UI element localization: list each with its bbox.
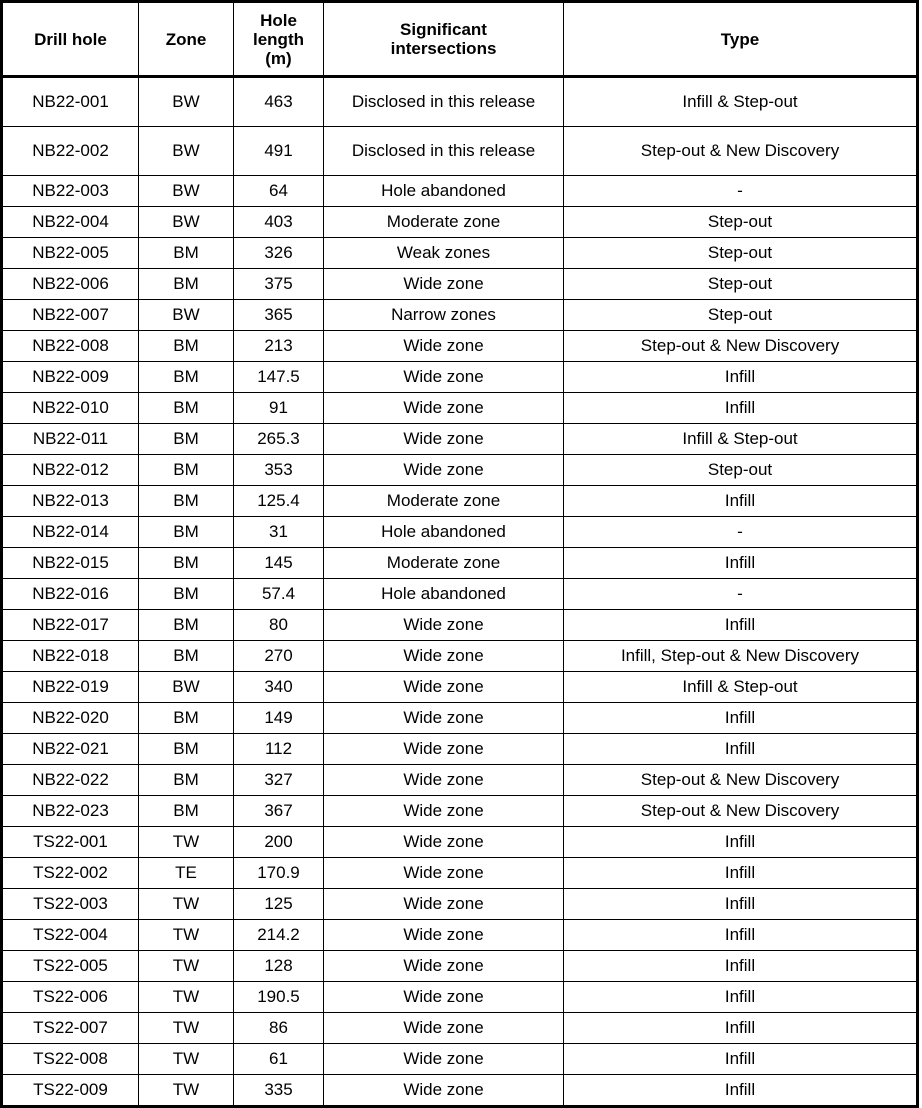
- cell-hole-length: 125: [234, 889, 324, 920]
- cell-type: Infill: [564, 889, 918, 920]
- cell-zone: TW: [139, 982, 234, 1013]
- cell-drill-hole: NB22-022: [2, 765, 139, 796]
- table-row: [2, 610, 918, 641]
- cell-type: Step-out & New Discovery: [564, 127, 918, 176]
- cell-zone: BW: [139, 672, 234, 703]
- cell-type: Infill: [564, 734, 918, 765]
- cell-hole-length: 61: [234, 1044, 324, 1075]
- table-row: [2, 1013, 918, 1044]
- cell-hole-length: 145: [234, 548, 324, 579]
- cell-drill-hole: NB22-010: [2, 393, 139, 424]
- table-row: [2, 331, 918, 362]
- cell-drill-hole: TS22-007: [2, 1013, 139, 1044]
- cell-hole-length: 270: [234, 641, 324, 672]
- cell-significant-intersections: Wide zone: [324, 703, 564, 734]
- cell-zone: BM: [139, 331, 234, 362]
- cell-hole-length: 149: [234, 703, 324, 734]
- cell-zone: BM: [139, 579, 234, 610]
- cell-zone: BM: [139, 703, 234, 734]
- cell-significant-intersections: Moderate zone: [324, 548, 564, 579]
- cell-zone: TW: [139, 1075, 234, 1107]
- table-row: [2, 424, 918, 455]
- cell-significant-intersections: Wide zone: [324, 455, 564, 486]
- cell-type: Infill: [564, 703, 918, 734]
- cell-significant-intersections: Wide zone: [324, 796, 564, 827]
- cell-hole-length: 57.4: [234, 579, 324, 610]
- cell-hole-length: 335: [234, 1075, 324, 1107]
- column-header-line: intersections: [390, 39, 497, 58]
- cell-significant-intersections: Disclosed in this release: [324, 127, 564, 176]
- cell-type: Step-out & New Discovery: [564, 796, 918, 827]
- table-row: [2, 127, 918, 176]
- table-row: [2, 889, 918, 920]
- column-header-line: Significant: [400, 20, 487, 39]
- cell-zone: BM: [139, 424, 234, 455]
- table-row: [2, 1044, 918, 1075]
- cell-hole-length: 200: [234, 827, 324, 858]
- cell-hole-length: 213: [234, 331, 324, 362]
- cell-significant-intersections: Wide zone: [324, 889, 564, 920]
- table-row: [2, 796, 918, 827]
- cell-hole-length: 326: [234, 238, 324, 269]
- cell-hole-length: 340: [234, 672, 324, 703]
- table-row: [2, 579, 918, 610]
- cell-drill-hole: NB22-005: [2, 238, 139, 269]
- cell-hole-length: 147.5: [234, 362, 324, 393]
- table-row: [2, 672, 918, 703]
- cell-hole-length: 403: [234, 207, 324, 238]
- cell-drill-hole: NB22-017: [2, 610, 139, 641]
- cell-zone: BW: [139, 300, 234, 331]
- cell-zone: BM: [139, 269, 234, 300]
- cell-zone: TW: [139, 1044, 234, 1075]
- cell-significant-intersections: Moderate zone: [324, 486, 564, 517]
- column-header-zone: [139, 2, 234, 77]
- cell-zone: BM: [139, 734, 234, 765]
- cell-type: Infill & Step-out: [564, 77, 918, 127]
- table-row: [2, 300, 918, 331]
- cell-significant-intersections: Wide zone: [324, 858, 564, 889]
- column-header-hole-length: [234, 2, 324, 77]
- table-header: [2, 2, 918, 77]
- cell-zone: BW: [139, 127, 234, 176]
- cell-type: Step-out & New Discovery: [564, 331, 918, 362]
- cell-significant-intersections: Wide zone: [324, 610, 564, 641]
- cell-zone: BM: [139, 486, 234, 517]
- table-row: [2, 827, 918, 858]
- cell-significant-intersections: Wide zone: [324, 827, 564, 858]
- cell-drill-hole: TS22-004: [2, 920, 139, 951]
- cell-significant-intersections: Wide zone: [324, 269, 564, 300]
- cell-zone: BM: [139, 765, 234, 796]
- cell-type: Infill: [564, 393, 918, 424]
- column-header-line: Drill hole: [34, 29, 107, 49]
- cell-zone: TW: [139, 920, 234, 951]
- cell-type: Infill, Step-out & New Discovery: [564, 641, 918, 672]
- cell-type: Infill: [564, 548, 918, 579]
- cell-significant-intersections: Wide zone: [324, 765, 564, 796]
- cell-type: Infill: [564, 827, 918, 858]
- cell-drill-hole: NB22-018: [2, 641, 139, 672]
- column-header-line: length: [253, 29, 304, 49]
- cell-type: Infill: [564, 982, 918, 1013]
- cell-type: Infill: [564, 1044, 918, 1075]
- cell-significant-intersections: Wide zone: [324, 951, 564, 982]
- cell-drill-hole: TS22-003: [2, 889, 139, 920]
- cell-type: Infill & Step-out: [564, 424, 918, 455]
- cell-hole-length: 80: [234, 610, 324, 641]
- cell-significant-intersections: Wide zone: [324, 920, 564, 951]
- cell-hole-length: 353: [234, 455, 324, 486]
- cell-type: Step-out: [564, 207, 918, 238]
- cell-zone: BM: [139, 517, 234, 548]
- cell-drill-hole: NB22-004: [2, 207, 139, 238]
- column-header-type: [564, 2, 918, 77]
- cell-drill-hole: NB22-006: [2, 269, 139, 300]
- cell-significant-intersections: Disclosed in this release: [324, 77, 564, 127]
- table-row: [2, 641, 918, 672]
- cell-hole-length: 31: [234, 517, 324, 548]
- cell-type: Step-out: [564, 269, 918, 300]
- cell-hole-length: 190.5: [234, 982, 324, 1013]
- cell-hole-length: 64: [234, 176, 324, 207]
- cell-drill-hole: NB22-001: [2, 77, 139, 127]
- column-header-line: Type: [720, 29, 760, 49]
- cell-significant-intersections: Weak zones: [324, 238, 564, 269]
- cell-drill-hole: NB22-023: [2, 796, 139, 827]
- cell-significant-intersections: Narrow zones: [324, 300, 564, 331]
- table-row: [2, 548, 918, 579]
- cell-type: -: [564, 579, 918, 610]
- cell-type: Step-out: [564, 455, 918, 486]
- cell-drill-hole: NB22-013: [2, 486, 139, 517]
- cell-type: Infill: [564, 858, 918, 889]
- cell-hole-length: 214.2: [234, 920, 324, 951]
- table-row: [2, 176, 918, 207]
- cell-type: Infill: [564, 362, 918, 393]
- cell-type: Infill & Step-out: [564, 672, 918, 703]
- table-row: [2, 703, 918, 734]
- cell-drill-hole: NB22-008: [2, 331, 139, 362]
- cell-zone: BM: [139, 362, 234, 393]
- cell-significant-intersections: Wide zone: [324, 393, 564, 424]
- cell-zone: TE: [139, 858, 234, 889]
- column-header-line: (m): [265, 48, 292, 68]
- cell-significant-intersections: Wide zone: [324, 1013, 564, 1044]
- cell-significant-intersections: Wide zone: [324, 1044, 564, 1075]
- cell-zone: TW: [139, 951, 234, 982]
- cell-significant-intersections: Hole abandoned: [324, 176, 564, 207]
- cell-significant-intersections: Wide zone: [324, 982, 564, 1013]
- cell-type: Infill: [564, 610, 918, 641]
- cell-type: -: [564, 176, 918, 207]
- table-body: [2, 77, 918, 1107]
- cell-type: Infill: [564, 951, 918, 982]
- table-row: [2, 393, 918, 424]
- table-row: [2, 455, 918, 486]
- cell-type: Infill: [564, 920, 918, 951]
- cell-drill-hole: TS22-008: [2, 1044, 139, 1075]
- column-header-line: Zone: [165, 29, 207, 49]
- cell-drill-hole: TS22-005: [2, 951, 139, 982]
- cell-drill-hole: NB22-016: [2, 579, 139, 610]
- table-header-row: [2, 2, 918, 77]
- table-row: [2, 951, 918, 982]
- cell-zone: TW: [139, 827, 234, 858]
- cell-type: Step-out & New Discovery: [564, 765, 918, 796]
- table-row: [2, 920, 918, 951]
- cell-type: Step-out: [564, 300, 918, 331]
- cell-drill-hole: NB22-014: [2, 517, 139, 548]
- cell-zone: TW: [139, 889, 234, 920]
- cell-hole-length: 112: [234, 734, 324, 765]
- cell-zone: BM: [139, 238, 234, 269]
- cell-drill-hole: NB22-021: [2, 734, 139, 765]
- cell-drill-hole: TS22-002: [2, 858, 139, 889]
- table-row: [2, 1075, 918, 1107]
- cell-hole-length: 125.4: [234, 486, 324, 517]
- cell-hole-length: 170.9: [234, 858, 324, 889]
- table-row: [2, 269, 918, 300]
- cell-significant-intersections: Hole abandoned: [324, 517, 564, 548]
- table-row: [2, 362, 918, 393]
- cell-hole-length: 375: [234, 269, 324, 300]
- cell-significant-intersections: Wide zone: [324, 1075, 564, 1107]
- cell-drill-hole: TS22-001: [2, 827, 139, 858]
- cell-drill-hole: TS22-006: [2, 982, 139, 1013]
- cell-hole-length: 491: [234, 127, 324, 176]
- cell-hole-length: 365: [234, 300, 324, 331]
- cell-zone: BW: [139, 176, 234, 207]
- column-header-line: Hole: [260, 10, 297, 30]
- cell-significant-intersections: Wide zone: [324, 331, 564, 362]
- table-row: [2, 858, 918, 889]
- cell-zone: BM: [139, 548, 234, 579]
- cell-drill-hole: TS22-009: [2, 1075, 139, 1107]
- cell-drill-hole: NB22-002: [2, 127, 139, 176]
- cell-hole-length: 128: [234, 951, 324, 982]
- cell-significant-intersections: Hole abandoned: [324, 579, 564, 610]
- cell-significant-intersections: Wide zone: [324, 672, 564, 703]
- cell-type: Step-out: [564, 238, 918, 269]
- table-row: [2, 207, 918, 238]
- cell-zone: BW: [139, 207, 234, 238]
- cell-drill-hole: NB22-015: [2, 548, 139, 579]
- cell-drill-hole: NB22-009: [2, 362, 139, 393]
- cell-significant-intersections: Wide zone: [324, 362, 564, 393]
- cell-drill-hole: NB22-019: [2, 672, 139, 703]
- cell-drill-hole: NB22-007: [2, 300, 139, 331]
- cell-zone: TW: [139, 1013, 234, 1044]
- cell-drill-hole: NB22-003: [2, 176, 139, 207]
- cell-drill-hole: NB22-012: [2, 455, 139, 486]
- cell-hole-length: 463: [234, 77, 324, 127]
- table-row: [2, 982, 918, 1013]
- cell-type: Infill: [564, 1075, 918, 1107]
- table-row: [2, 77, 918, 127]
- cell-type: Infill: [564, 486, 918, 517]
- cell-drill-hole: NB22-020: [2, 703, 139, 734]
- cell-hole-length: 86: [234, 1013, 324, 1044]
- table-row: [2, 517, 918, 548]
- cell-type: Infill: [564, 1013, 918, 1044]
- cell-significant-intersections: Wide zone: [324, 641, 564, 672]
- cell-significant-intersections: Wide zone: [324, 424, 564, 455]
- cell-hole-length: 91: [234, 393, 324, 424]
- cell-zone: BM: [139, 796, 234, 827]
- cell-hole-length: 367: [234, 796, 324, 827]
- cell-zone: BM: [139, 610, 234, 641]
- cell-zone: BM: [139, 455, 234, 486]
- cell-zone: BM: [139, 641, 234, 672]
- cell-type: -: [564, 517, 918, 548]
- column-header-drill-hole: [2, 2, 139, 77]
- table-row: [2, 734, 918, 765]
- table-row: [2, 765, 918, 796]
- cell-significant-intersections: Moderate zone: [324, 207, 564, 238]
- cell-hole-length: 327: [234, 765, 324, 796]
- cell-hole-length: 265.3: [234, 424, 324, 455]
- table-row: [2, 486, 918, 517]
- table-row: [2, 238, 918, 269]
- cell-drill-hole: NB22-011: [2, 424, 139, 455]
- cell-significant-intersections: Wide zone: [324, 734, 564, 765]
- column-header-significant-intersections: [324, 2, 564, 77]
- cell-zone: BM: [139, 393, 234, 424]
- cell-zone: BW: [139, 77, 234, 127]
